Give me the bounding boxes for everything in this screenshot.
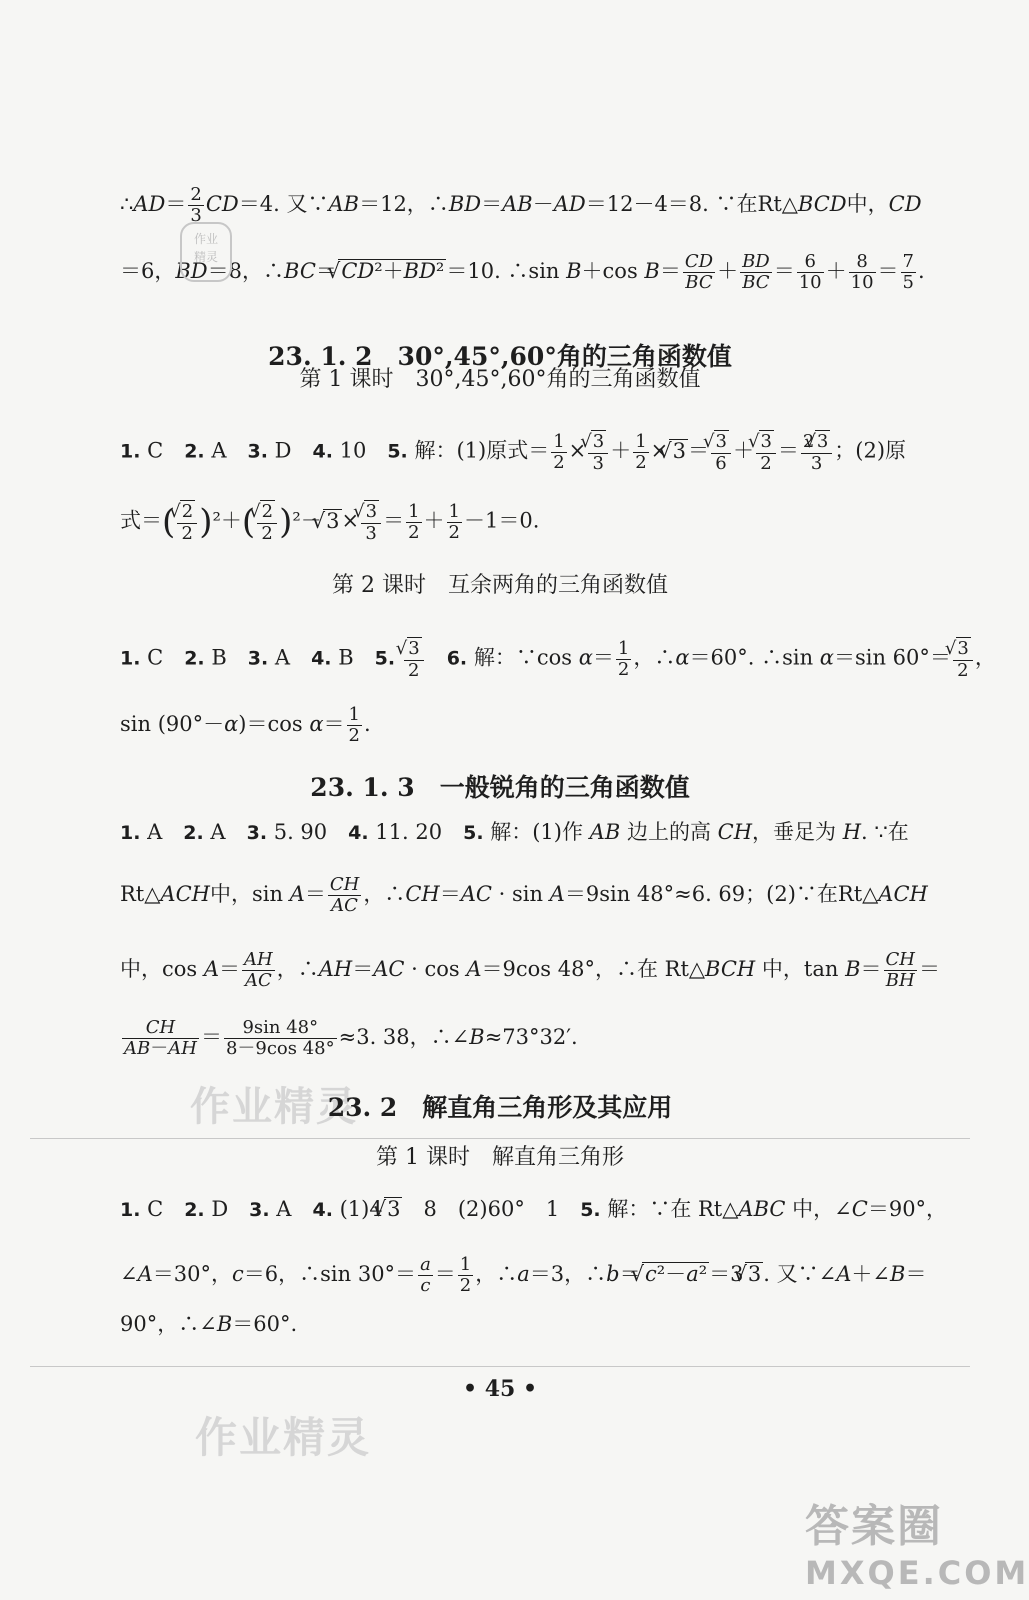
page-number: • 45 • [462, 1376, 538, 1402]
answer-line-top-1: ∴AD＝ $\frac{2}{3}$ CD＝4. 又∵AB＝12，∴BD＝AB－AD＝12－4＝8. ∵在Rt△BCD中，CD [120, 184, 922, 226]
section-title-23-1-2: 23. 1. 2 30°,45°,60°角的三角函数值 [268, 342, 732, 371]
watermark-bottom: 作业精灵 [195, 1413, 372, 1462]
answer-line-23-1-2-3: 1. C 2. B 3. A 4. B 5. √ $\frac{3}{2}$ 6. 解：∵cos α＝ $\frac{1}{2}$ ，∴α＝60°. ∴sin α＝sin 60°＝ √ $\frac{3}{2}$ ， [120, 637, 900, 681]
answer-line-23-2-2: ∠A＝30°，c＝6，∴sin 30°＝ $\frac{a}{c}$ ＝ $\frac{1}{2}$ ，∴a＝3，∴b＝√ c²－a²＝3√ 3. 又∵∠A＋∠B＝ [120, 1255, 900, 1296]
divider-bottom [30, 1366, 970, 1367]
lesson-title-23-2-1: 第 1 课时 解直角三角形 [376, 1145, 624, 1170]
answer-line-23-1-2-1: 1. C 2. A 3. D 4. 10 5. 解：(1)原式＝ $\frac{1}{2}$ × √ $\frac{3}{3}$ ＋ $\frac{1}{2}$ ×√ 3＝ √ $\frac{3}{6}$ ＋ √ $\frac{3}{2}$ ＝ $\frac{2√ 3}{3}$ ；(2)原 [120, 430, 900, 474]
answer-line-23-1-3-1: 1. A 2. A 3. 5. 90 4. 11. 20 5. 解：(1)作 AB 边上的高 CH，垂足为 H. ∵在 [120, 820, 909, 844]
section-title-23-2: 23. 2 解直角三角形及其应用 [327, 1093, 673, 1122]
answer-line-23-1-3-3: 中，cos A＝ $\frac{AH}{AC}$ ，∴AH＝AC · cos A＝9cos 48°，∴在 Rt△BCH 中，tan B＝ $\frac{CH}{BH}$ ＝ [120, 949, 940, 991]
answer-line-top-2: ＝6，BD＝8，∴BC＝√ CD²＋BD²＝10. ∴sin B＋cos B＝ $\frac{CD}{BC}$ ＋ $\frac{BD}{BC}$ ＝ $\frac{6}{10}$ ＋ $\frac{8}{10}$ ＝ $\frac{7}{5}$ . [120, 252, 900, 293]
section-title-23-1-3: 23. 1. 3 一般锐角的三角函数值 [310, 773, 690, 802]
site-logo: 答案圈 MXQE.COM [805, 1501, 1029, 1592]
answer-line-23-1-3-2: Rt△ACH中，sin A＝ $\frac{CH}{AC}$ ，∴CH＝AC · sin A＝9sin 48°≈6. 69；(2)∵在Rt△ACH [120, 874, 928, 916]
watermark-mid: 作业精灵 [190, 1084, 358, 1130]
answer-line-23-2-3: 90°，∴∠B＝60°. [120, 1312, 298, 1336]
answer-line-23-1-2-2: 式＝( √ $\frac{2}{2}$ )²＋( √ $\frac{2}{2}$ )²－√ 3× √ $\frac{3}{3}$ ＝ $\frac{1}{2}$ ＋ $\frac{1}{2}$ －1＝0. [120, 500, 900, 544]
answer-line-23-1-2-4: sin (90°－α)＝cos α＝ $\frac{1}{2}$ . [120, 704, 371, 746]
lesson-title-23-1-2-2: 第 2 课时 互余两角的三角函数值 [332, 573, 668, 598]
answer-line-23-2-1: 1. C 2. D 3. A 4. (1)4√ 3 8 (2)60° 1 5. 解：∵在 Rt△ABC 中，∠C＝90°， [120, 1195, 900, 1224]
divider-mid [30, 1138, 970, 1139]
watermark-stamp: 作业 精灵 [180, 222, 232, 282]
lesson-title-23-1-2-1: 第 1 课时 30°,45°,60°角的三角函数值 [299, 367, 701, 392]
answer-line-23-1-3-4: $\frac{CH}{AB-AH}$ ＝ $\frac{9\sin 48^\circ}{8-9\cos 48^\circ}$ ≈3. 38，∴∠B≈73°32′. [124, 1017, 578, 1059]
